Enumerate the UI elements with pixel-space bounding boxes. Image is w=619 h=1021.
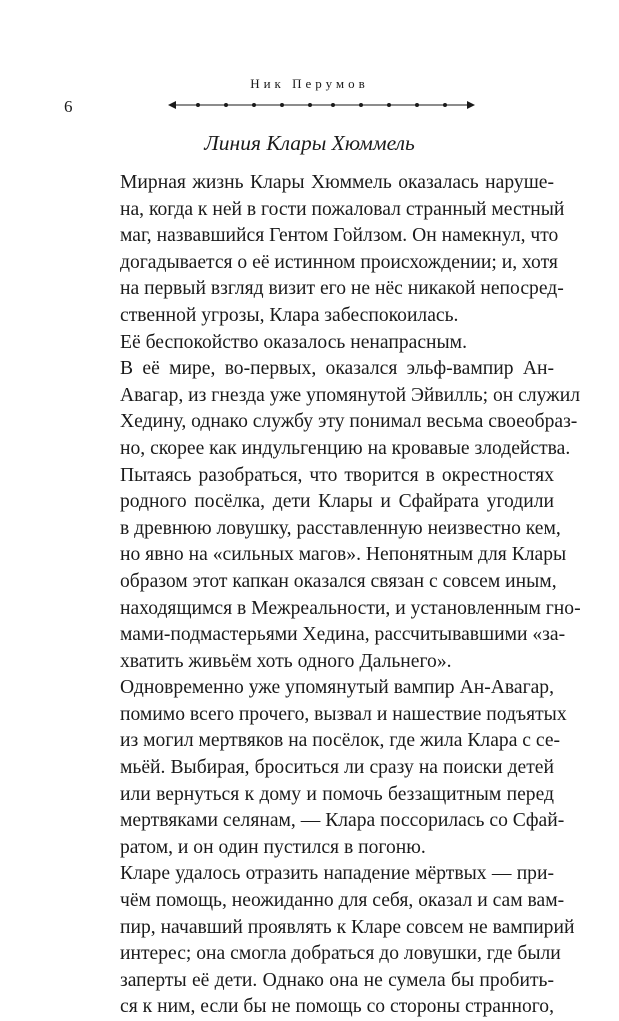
text-line: ственной угрозы, Клара забеспокоилась.	[120, 304, 459, 326]
text-line: Её беспокойство оказалось ненапрасным.	[120, 331, 467, 353]
text-line: или вернуться к дому и помочь беззащитным перед	[120, 783, 554, 805]
text-line: на первый взгляд визит его не нёс никакой непосред-	[120, 278, 564, 300]
text-line: на, когда к ней в гости пожаловал странный местный	[120, 198, 565, 220]
text-line: пир, начавший проявлять к Кларе совсем не вампирий	[120, 916, 575, 938]
text-line: интерес; она смогла добраться до ловушки, где были	[120, 943, 561, 965]
ornament-left-tip	[168, 101, 176, 109]
paragraph	[86, 170, 565, 330]
text-line: чём помощь, неожиданно для себя, оказал и сам вам-	[120, 890, 565, 912]
paragraph	[86, 463, 581, 676]
text-line: маг, назвавшийся Гентом Гойлзом. Он намекнул, что	[120, 225, 559, 247]
text-line: ратом, и он один пустился в погоню.	[120, 836, 426, 858]
text-line: догадывается о её истинном происхождении; и, хотя	[120, 251, 558, 273]
running-head-author: Ник Перумов	[250, 76, 369, 91]
page-number: 6	[64, 97, 73, 116]
text-line: помимо всего прочего, вызвал и нашествие подъятых	[120, 703, 567, 725]
body-text	[86, 170, 581, 1021]
ornament-divider	[168, 98, 475, 112]
text-line: Хедину, однако службу эту понимал весьма своеобраз-	[120, 411, 578, 433]
text-line: но явно на «сильных магов». Непонятным для Клары	[120, 544, 567, 566]
text-line: Одновременно уже упомянутый вампир Ан-Авагар,	[120, 677, 554, 699]
text-line: из могил мертвяков на посёлок, где жила Клара с се-	[120, 730, 561, 752]
text-line: Пытаясь разобраться, что творится в окрестностях	[120, 464, 554, 486]
text-line: мьёй. Выбирая, броситься ли сразу на поиски детей	[120, 757, 554, 779]
paragraph	[86, 330, 554, 357]
text-line: Кларе удалось отразить нападение мёртвых — при-	[120, 863, 554, 885]
chapter-title: Линия Клары Хюммель	[204, 131, 415, 155]
paragraph	[86, 861, 575, 1021]
text-line: образом этот капкан оказался связан с совсем иным,	[120, 570, 557, 592]
text-line: хватить живьём хоть одного Дальнего».	[120, 650, 452, 672]
text-line: заперты её дети. Однако она не сумела бы пробить-	[120, 969, 554, 991]
text-line: родного посёлка, дети Клары и Сфайрата угодили	[120, 491, 554, 513]
text-line: мами-подмастерьями Хедина, рассчитывавшими «за-	[120, 624, 566, 646]
ornament-right-tip	[467, 101, 475, 109]
text-line: Авагар, из гнезда уже упомянутой Эйвилль; он служил	[120, 384, 580, 406]
paragraph	[86, 356, 580, 462]
text-line: мертвяками селянам, — Клара поссорилась со Сфай-	[120, 810, 565, 832]
text-line: ся к ним, если бы не помощь со стороны странного,	[120, 996, 554, 1018]
text-line: В её мире, во-первых, оказался эльф-вампир Ан-	[120, 358, 554, 380]
paragraph	[86, 675, 567, 861]
text-line: в древнюю ловушку, расставленную неизвестно кем,	[120, 517, 561, 539]
text-line: но, скорее как индульгенцию на кровавые злодейства.	[120, 437, 571, 459]
text-line: находящимся в Межреальности, и установленным гно-	[120, 597, 581, 619]
text-line: Мирная жизнь Клары Хюммель оказалась наруше-	[120, 172, 554, 193]
